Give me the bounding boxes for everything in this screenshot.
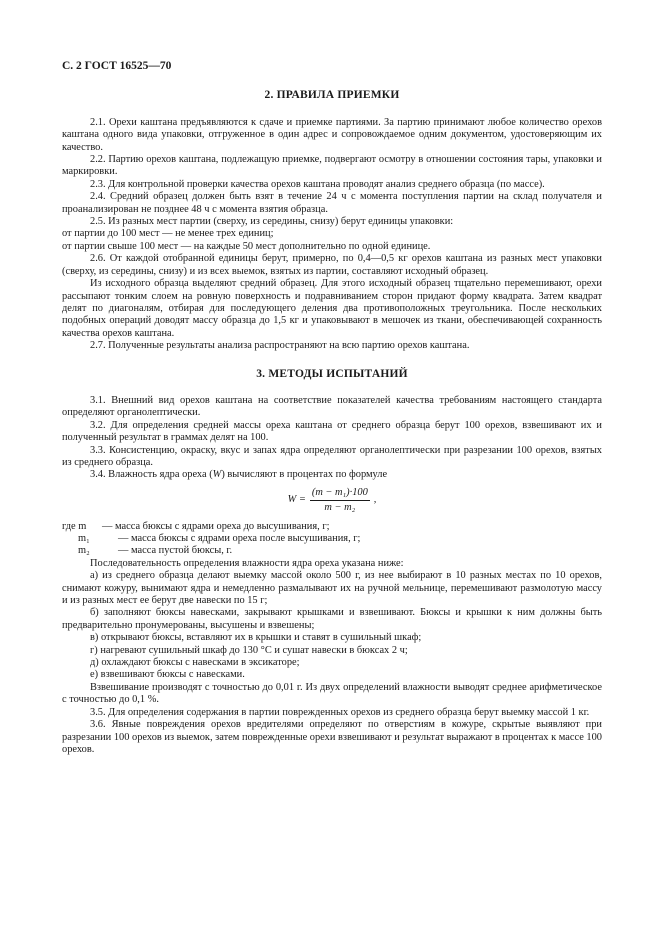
- procedure-intro: Последовательность определения влажности ядра ореха указана ниже:: [90, 557, 404, 569]
- paragraph-3-4-start: 3.4. Влажность ядра ореха (: [90, 469, 213, 481]
- legend-row: [62, 521, 602, 533]
- paragraph-3-4: [62, 469, 602, 481]
- moisture-formula: [62, 487, 602, 515]
- legend-text: — масса бюксы с ядрами ореха после высушивания, г;: [118, 533, 361, 544]
- formula-numerator: (m − m₁)·100: [310, 487, 370, 501]
- paragraph-3-1: 3.1. Внешний вид орехов каштана на соответствие показателей качества требованиям настоящего стандарта определяют органолептически.: [62, 394, 602, 419]
- paragraph-3-6: 3.6. Явные повреждения орехов вредителями определяют по отверстиям в кожуре, скрытые выявляют при разрезании 100 орехов из выемок, затем поврежденные орехи взвешивают и результат выражают в процентах к массе 100 орехов.: [62, 719, 603, 755]
- paragraph-2-1: 2.1. Орехи каштана предъявляются к сдаче и приемке партиями. За партию принимают любое количество орехов каштана одного вида упаковки, отгруженное в один адрес и сопровождаемое одним документом, удостоверяющим их качество.: [62, 116, 602, 153]
- legend-label: m₂: [78, 545, 90, 557]
- paragraph-3-2: 3.2. Для определения средней массы ореха каштана от среднего образца берут 100 орехов, взвешивают их и полученный результат в граммах делят на 100.: [62, 419, 602, 444]
- paragraph-2-3: 2.3. Для контрольной проверки качества орехов каштана проводят анализ среднего образца (по массе).: [90, 178, 545, 190]
- procedure-step-b: б) заполняют бюксы навесками, закрывают крышками и взвешивают. Бюксы и крышки к ним должны быть предварительно пронумерованы, высушены и взвешены;: [62, 607, 602, 631]
- legend-label: m₁: [78, 533, 90, 544]
- variable-w: W: [212, 469, 222, 481]
- formula-tail: ,: [373, 494, 377, 506]
- procedure-step-f: е) взвешивают бюксы с навесками.: [90, 669, 245, 681]
- paragraph-2-6: 2.6. От каждой отобранной единицы берут, примерно, по 0,4—0,5 кг орехов каштана из разных мест упаковки (сверху, из середины, снизу) и из всех выемок, взятых из партии, составляют исходный образец.: [62, 253, 602, 277]
- paragraph-2-6-cont: Из исходного образца выделяют средний образец. Для этого исходный образец тщательно перемешивают, орехи рассыпают тонким слоем на ровную поверхность и подравниванием сторон придают форму квадрата. Затем квадрат делят по диагоналям, отбирая для последующего деления два противоположных треугольника. После нескольких подобных операций доводят массу образца до 1,5 кг и упаковывают в мешочек из ткани, обеспечивающей сохранность качества орехов каштана.: [62, 278, 602, 339]
- paragraph-3-3: 3.3. Консистенцию, окраску, вкус и запах ядра определяют органолептически при разрезании 100 орехов, взятых из среднего образца.: [62, 444, 602, 468]
- legend-row: [62, 545, 602, 557]
- list-item: от партии свыше 100 мест — на каждые 50 мест дополнительно по одной единице.: [62, 240, 431, 252]
- section-2-title: 2. ПРАВИЛА ПРИЕМКИ: [264, 89, 400, 102]
- weighing-note: Взвешивание производят с точностью до 0,01 г. Из двух определений влажности выводят среднее арифметическое с точностью до 0,1 %.: [62, 681, 602, 706]
- procedure-step-c: в) открывают бюксы, вставляют их в крышки и ставят в сушильный шкаф;: [90, 632, 422, 644]
- legend-row: [62, 533, 602, 545]
- formula-denominator: m − m₂: [324, 502, 356, 514]
- paragraph-2-4: 2.4. Средний образец должен быть взят в течение 24 ч с момента поступления партии на склад получателя и проанализирован не позднее 48 ч с момента взятия образца.: [62, 191, 602, 215]
- procedure-step-a: а) из среднего образца делают выемку массой около 500 г, из нее выбирают в 10 разных местах по 10 орехов, снимают кожуру, вынимают ядра и немедленно размалывают их на ручной мельнице, перемешивают размолотую массу и из разных мест ее берут две навески по 15 г;: [62, 570, 602, 607]
- procedure-step-d: г) нагревают сушильный шкаф до 130 °С и сушат навески в бюксах 2 ч;: [90, 644, 408, 656]
- paragraph-2-2: 2.2. Партию орехов каштана, подлежащую приемке, подвергают осмотру в отношении состояния тары, упаковки и маркировки.: [62, 154, 602, 178]
- formula-fraction: [310, 487, 370, 515]
- legend-text: — масса бюксы с ядрами ореха до высушивания, г;: [102, 520, 330, 532]
- procedure-step-e: д) охлаждают бюксы с навесками в эксикаторе;: [90, 657, 300, 669]
- paragraph-2-5: 2.5. Из разных мест партии (сверху, из середины, снизу) берут единицы упаковки:: [90, 216, 454, 228]
- legend-text: — масса пустой бюксы, г.: [118, 545, 233, 557]
- formula-legend: [62, 521, 602, 558]
- paragraph-2-7: 2.7. Полученные результаты анализа распространяют на всю партию орехов каштана.: [90, 340, 470, 352]
- formula-lhs: W =: [287, 494, 306, 506]
- paragraph-3-4-end: ) вычисляют в процентах по формуле: [221, 469, 388, 481]
- section-3-title: 3. МЕТОДЫ ИСПЫТАНИЙ: [256, 367, 408, 380]
- paragraph-3-5: 3.5. Для определения содержания в партии поврежденных орехов из среднего образца берут выемку массой 1 кг.: [90, 706, 590, 718]
- document-page: [62, 60, 602, 756]
- page-header: С. 2 ГОСТ 16525—70: [62, 60, 172, 72]
- legend-label: где m: [62, 520, 87, 532]
- list-item: от партии до 100 мест — не менее трех единиц;: [62, 228, 274, 240]
